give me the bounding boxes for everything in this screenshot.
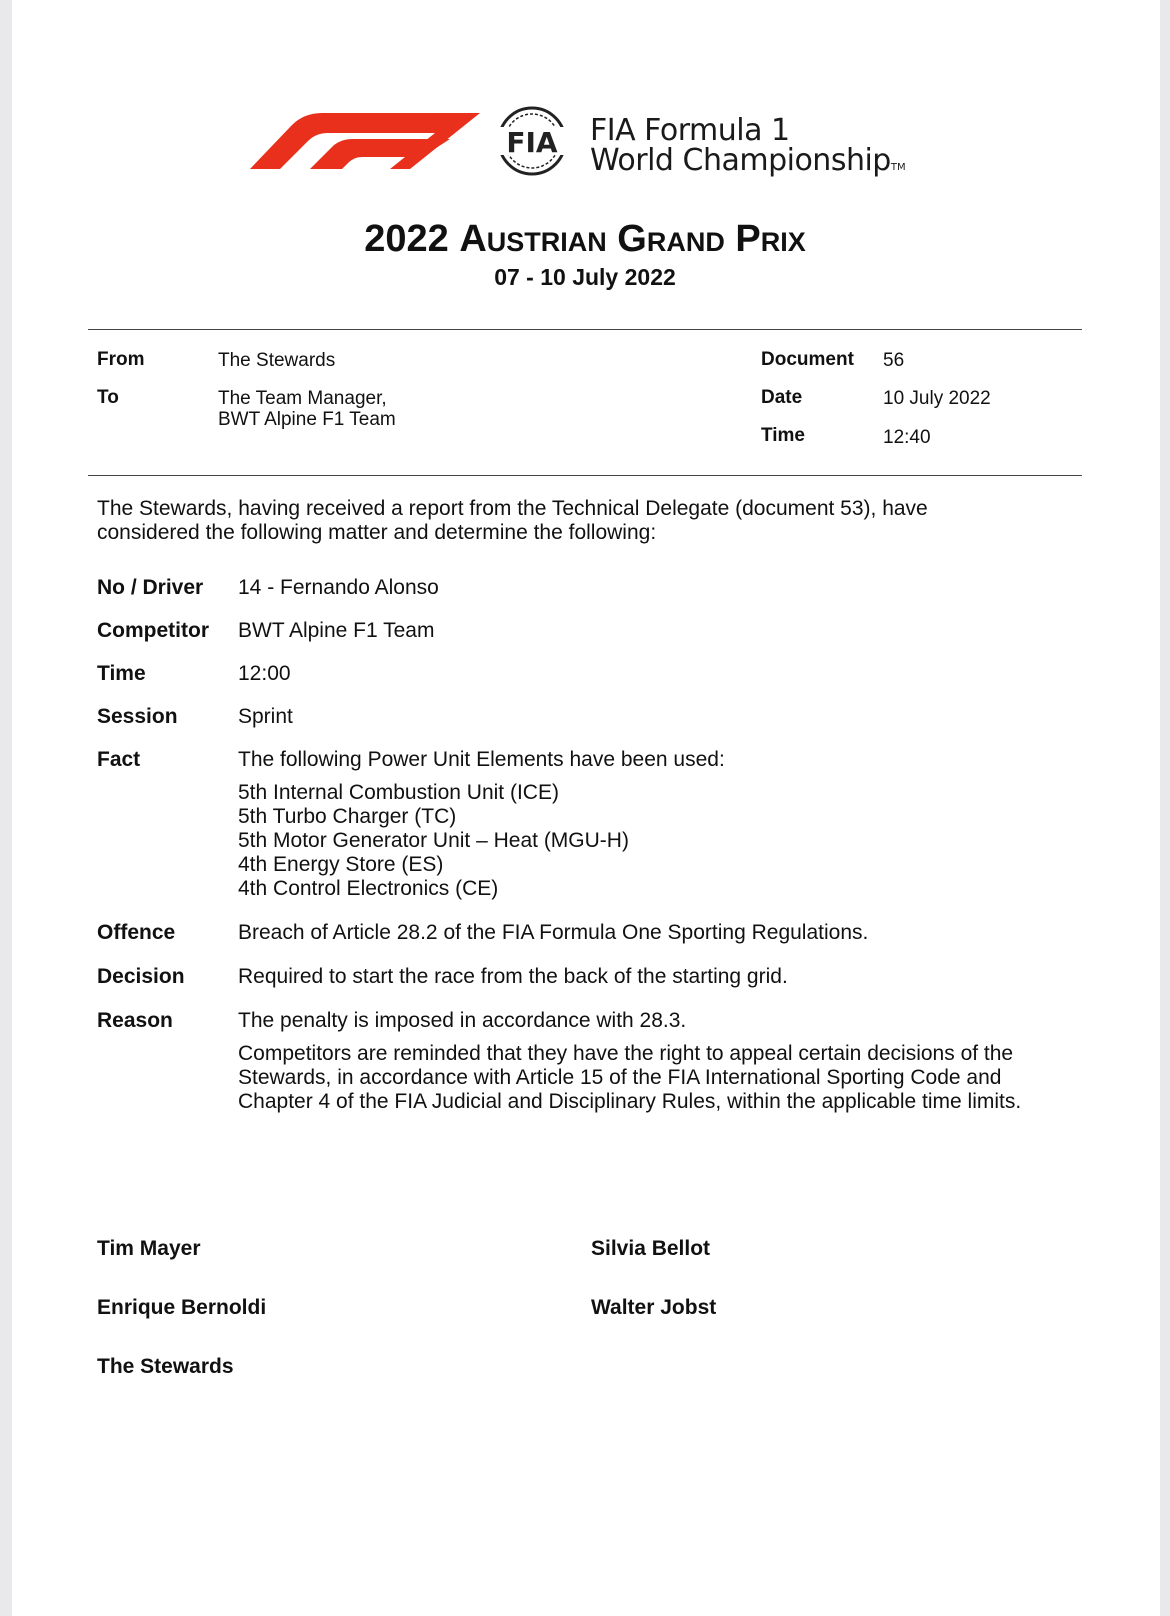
to-value-line-1: The Team Manager, [218,388,387,409]
date-label: Date [761,387,803,408]
details-time-value: 12:00 [238,662,291,685]
event-title-words: Austrian Grand Prix [459,218,806,260]
fact-item: 4th Energy Store (ES) [238,853,444,876]
top-divider [88,329,1082,330]
fact-item: 5th Internal Combustion Unit (ICE) [238,781,559,804]
steward-name: Tim Mayer [97,1237,201,1260]
date-value: 10 July 2022 [883,388,991,409]
to-label: To [97,387,119,408]
time-label: Time [761,425,806,446]
event-dates: 07 - 10 July 2022 [494,264,676,290]
document-value: 56 [883,350,905,371]
brand-line-2 [590,143,906,178]
offence-value: Breach of Article 28.2 of the FIA Formula One Sporting Regulations. [238,921,869,944]
document-label: Document [761,349,854,370]
offence-label: Offence [97,921,176,944]
header-logo [250,105,950,185]
steward-name: Enrique Bernoldi [97,1296,267,1319]
reason-note-line: Chapter 4 of the FIA Judicial and Disciplinary Rules, within the applicable time limits. [238,1090,1022,1113]
reason-note-line: Competitors are reminded that they have the right to appeal certain decisions of the [238,1042,1014,1065]
time-value: 12:40 [883,427,931,448]
event-title-year: 2022 [364,218,449,260]
competitor-label: Competitor [97,619,209,642]
meta-divider [88,475,1082,476]
details-time-label: Time [97,662,146,685]
from-value: The Stewards [218,350,336,371]
session-value: Sprint [238,705,293,728]
reason-note-line: Stewards, in accordance with Article 15 of the FIA International Sporting Code and [238,1066,1002,1089]
brand-line-2-text: World Championship [590,143,891,178]
fia-seal-text: FIA [506,126,558,159]
trademark-mark: TM [890,162,906,173]
intro-line-2: considered the following matter and determine the following: [97,521,657,544]
reason-value: The penalty is imposed in accordance with 28.3. [238,1009,687,1032]
decision-label: Decision [97,965,185,988]
to-value-line-2: BWT Alpine F1 Team [218,409,396,430]
closing-signature: The Stewards [97,1355,234,1378]
intro-line-1: The Stewards, having received a report from the Technical Delegate (document 53), have [97,497,928,520]
steward-name: Silvia Bellot [591,1237,711,1260]
fact-label: Fact [97,748,141,771]
session-label: Session [97,705,178,728]
f1-logo-icon [250,111,480,171]
brand-line-1: FIA Formula 1 [590,113,790,148]
decision-value: Required to start the race from the back of the starting grid. [238,965,788,988]
reason-label: Reason [97,1009,173,1032]
fact-item: 5th Turbo Charger (TC) [238,805,457,828]
from-label: From [97,349,145,370]
event-title [0,218,1170,261]
steward-name: Walter Jobst [591,1296,717,1319]
fia-seal-icon [482,105,582,177]
fact-item: 4th Control Electronics (CE) [238,877,499,900]
driver-label: No / Driver [97,576,204,599]
fact-intro: The following Power Unit Elements have been used: [238,748,725,771]
competitor-value: BWT Alpine F1 Team [238,619,435,642]
fact-item: 5th Motor Generator Unit – Heat (MGU-H) [238,829,629,852]
driver-value: 14 - Fernando Alonso [238,576,439,599]
